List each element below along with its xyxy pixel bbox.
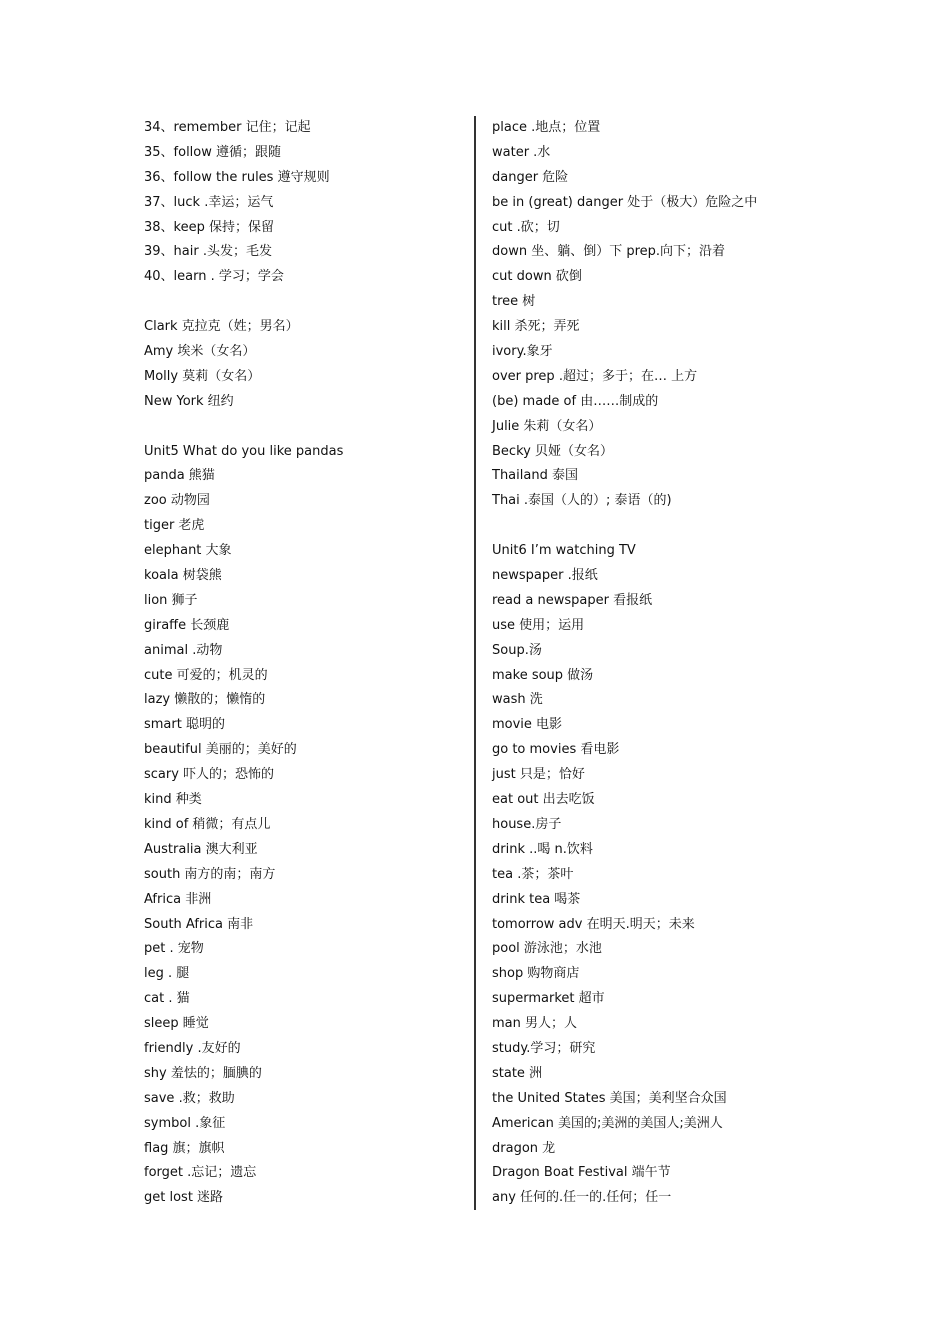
vocab-entry: 39、hair .头发；毛发 — [144, 244, 272, 260]
vocab-entry: save .救；救助 — [144, 1090, 235, 1106]
vocab-entry: Thai .泰国（人的）; 泰语（的) — [492, 493, 672, 509]
vocab-entry: place .地点；位置 — [492, 120, 601, 135]
vocab-entry: giraffe 长颈鹿 — [144, 617, 230, 633]
vocab-entry: lion 狮子 — [144, 592, 198, 608]
vocab-entry: danger 危险 — [492, 169, 569, 185]
vocab-entry: Molly 莫莉（女名） — [144, 368, 261, 384]
vocab-entry: get lost 迷路 — [144, 1190, 224, 1206]
vocab-entry: Clark 克拉克（姓；男名） — [144, 319, 299, 335]
vocab-entry: symbol .象征 — [144, 1115, 226, 1131]
vocab-entry: (be) made of 由……制成的 — [492, 393, 659, 409]
vocab-entry: south 南方的南；南方 — [144, 866, 276, 882]
vocab-entry: American 美国的;美洲的美国人;美洲人 — [492, 1115, 723, 1131]
vocab-entry: any 任何的.任一的.任何；任一 — [492, 1190, 672, 1206]
vocab-entry: smart 聪明的 — [144, 717, 225, 733]
vocab-entry: Soup.汤 — [492, 642, 542, 658]
vocab-entry: supermarket 超市 — [492, 991, 605, 1007]
vocab-entry: Julie 朱莉（女名） — [492, 418, 602, 434]
vocab-entry: house.房子 — [492, 816, 562, 832]
vocab-entry: state 洲 — [492, 1065, 543, 1081]
vocab-entry: ivory.象牙 — [492, 344, 553, 360]
vocab-entry: elephant 大象 — [144, 543, 232, 559]
vocab-entry: cute 可爱的；机灵的 — [144, 667, 268, 683]
vocab-entry: shop 购物商店 — [492, 966, 580, 982]
vocab-entry: leg . 腿 — [144, 966, 190, 982]
blank-line — [144, 290, 464, 315]
vocab-entry: 37、luck .幸运；运气 — [144, 194, 274, 210]
vocab-entry: forget .忘记；遗忘 — [144, 1165, 257, 1181]
vocab-entry: go to movies 看电影 — [492, 742, 620, 758]
vocab-entry: just 只是；恰好 — [492, 767, 585, 783]
vocab-entry: pet . 宠物 — [144, 941, 204, 957]
vocab-entry: animal .动物 — [144, 642, 223, 658]
blank-line — [144, 415, 464, 440]
vocab-entry: down 坐、躺、倒）下 prep.向下；沿着 — [492, 244, 726, 260]
vocab-entry: drink tea 喝茶 — [492, 891, 581, 907]
vocab-entry: 40、learn . 学习；学会 — [144, 269, 284, 285]
vocab-entry: cut down 砍倒 — [492, 269, 582, 285]
vocab-entry: 36、follow the rules 遵守规则 — [144, 169, 330, 185]
vocab-entry: Becky 贝娅（女名） — [492, 443, 613, 459]
vocab-entry: tiger 老虎 — [144, 518, 205, 534]
vocab-entry: friendly .友好的 — [144, 1040, 241, 1056]
vocab-entry: 35、follow 遵循；跟随 — [144, 144, 282, 160]
vocab-entry: dragon 龙 — [492, 1140, 556, 1156]
vocab-entry: koala 树袋熊 — [144, 568, 222, 584]
vocab-entry: Australia 澳大利亚 — [144, 841, 258, 857]
vocab-entry: 38、keep 保持；保留 — [144, 219, 274, 235]
column-divider — [474, 116, 476, 1210]
vocab-entry: tea .茶；茶叶 — [492, 866, 574, 882]
left-vocab-column — [144, 116, 464, 1211]
vocab-entry: tree 树 — [492, 294, 536, 310]
vocab-entry: pool 游泳池；水池 — [492, 941, 602, 957]
vocab-entry: man 男人；人 — [492, 1016, 578, 1032]
vocab-entry: Unit6 I’m watching TV — [492, 543, 636, 559]
vocab-entry: eat out 出去吃饭 — [492, 792, 595, 808]
vocab-entry: read a newspaper 看报纸 — [492, 592, 653, 608]
vocab-entry: South Africa 南非 — [144, 916, 254, 932]
vocab-entry: kind of 稍微；有点儿 — [144, 816, 271, 832]
right-vocab-column — [492, 116, 912, 1211]
vocab-entry: study.学习；研究 — [492, 1040, 596, 1056]
vocab-entry: movie 电影 — [492, 717, 563, 733]
vocab-entry: zoo 动物园 — [144, 493, 210, 509]
vocab-entry: make soup 做汤 — [492, 667, 594, 683]
vocab-entry: wash 洗 — [492, 692, 543, 708]
vocab-entry: beautiful 美丽的；美好的 — [144, 742, 297, 758]
vocab-entry: lazy 懒散的；懒惰的 — [144, 692, 266, 708]
vocab-entry: use 使用；运用 — [492, 617, 585, 633]
vocab-entry: be in (great) danger 处于（极大）危险之中 — [492, 194, 758, 210]
vocab-entry: Africa 非洲 — [144, 891, 212, 907]
vocab-entry: the United States 美国；美利坚合众国 — [492, 1090, 727, 1106]
vocab-entry: scary 吓人的；恐怖的 — [144, 767, 275, 783]
vocab-entry: shy 羞怯的；腼腆的 — [144, 1065, 262, 1081]
vocab-entry: Unit5 What do you like pandas — [144, 443, 344, 459]
vocab-entry: water .水 — [492, 144, 551, 160]
vocab-entry: Thailand 泰国 — [492, 468, 578, 484]
vocab-entry: newspaper .报纸 — [492, 568, 598, 584]
vocab-entry: 34、remember 记住；记起 — [144, 120, 311, 135]
vocab-entry: over prep .超过；多于；在… 上方 — [492, 368, 698, 384]
vocab-entry: Amy 埃米（女名） — [144, 344, 256, 360]
vocab-entry: kind 种类 — [144, 792, 202, 808]
vocab-entry: flag 旗；旗帜 — [144, 1140, 225, 1156]
vocab-entry: Dragon Boat Festival 端午节 — [492, 1165, 671, 1181]
vocab-entry: drink ..喝 n.饮料 — [492, 841, 593, 857]
vocab-entry: panda 熊猫 — [144, 468, 215, 484]
vocab-entry: kill 杀死；弄死 — [492, 319, 580, 335]
vocab-entry: tomorrow adv 在明天.明天；未来 — [492, 916, 695, 932]
vocab-entry: cut .砍；切 — [492, 219, 560, 235]
vocab-entry: cat . 猫 — [144, 991, 190, 1007]
vocab-entry: sleep 睡觉 — [144, 1016, 209, 1032]
blank-line — [492, 514, 912, 539]
vocab-entry: New York 纽约 — [144, 393, 234, 409]
